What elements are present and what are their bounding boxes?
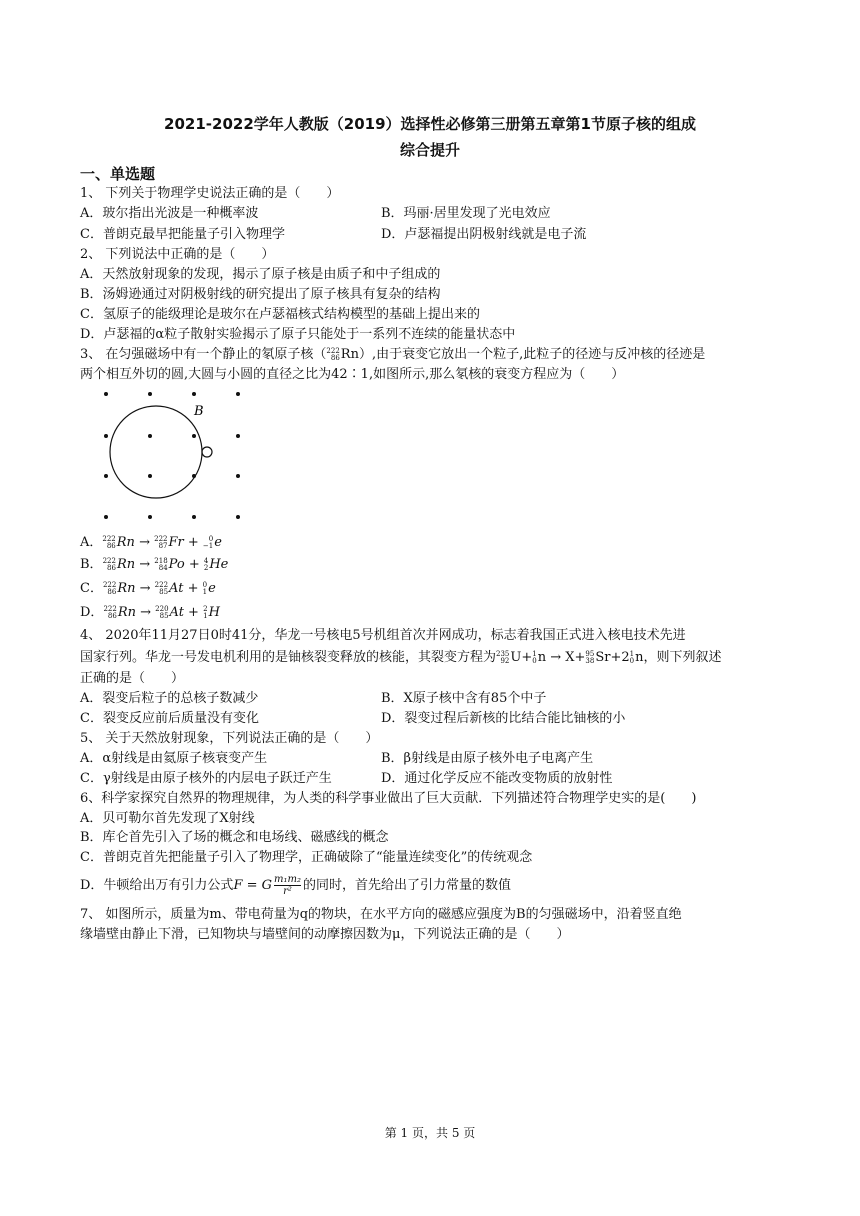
small-track-circle bbox=[202, 447, 212, 457]
field-dot bbox=[192, 392, 196, 396]
q2-option-d: D．卢瑟福的α粒子散射实验揭示了原子只能处于一系列不连续的能量状态中 bbox=[80, 327, 516, 342]
q3-option-c: C． 222 86 Rn → 222 85 At + 0 1 e bbox=[80, 580, 216, 596]
title-line-1: 2021-2022学年人教版（2019）选择性必修第三册第五章第1节原子核的组成 bbox=[164, 115, 696, 133]
section-heading: 一、单选题 bbox=[80, 165, 156, 183]
field-dot bbox=[236, 515, 240, 519]
q3-equation-a: 222 86 Rn → 222 87 Fr + 0 −1 e bbox=[102, 534, 222, 550]
q1-option-c: C．普朗克最早把能量子引入物理学 bbox=[80, 227, 285, 242]
field-dot bbox=[104, 434, 108, 438]
field-dot bbox=[236, 392, 240, 396]
field-dot bbox=[148, 515, 152, 519]
q2-stem: 2、 下列说法中正确的是（ ） bbox=[80, 247, 275, 262]
q5-stem: 5、 关于天然放射现象，下列说法正确的是（ ） bbox=[80, 731, 379, 746]
q4-option-c: C．裂变反应前后质量没有变化 bbox=[80, 711, 259, 726]
q3-equation-b: 222 86 Rn → 218 84 Po + 4 2 He bbox=[102, 556, 229, 572]
field-dots bbox=[104, 392, 240, 519]
q4-option-b: B．X原子核中含有85个中子 bbox=[381, 691, 547, 706]
q6-option-b: B．库仑首先引入了场的概念和电场线、磁感线的概念 bbox=[80, 830, 389, 845]
field-dot bbox=[148, 474, 152, 478]
q4-stem-line-2: 国家行列。华龙一号发电机利用的是铀核裂变释放的核能，其裂变方程为 235 92 U+ 1 0 n → X+ 95 38 Sr+2 1 0 n，则下列叙述 bbox=[80, 649, 722, 665]
q7-line-2: 缘墙壁由静止下滑，已知物块与墙壁间的动摩擦因数为μ，下列说法正确的是（ ） bbox=[80, 927, 570, 942]
q2-option-b: B．汤姆逊通过对阴极射线的研究提出了原子核具有复杂的结构 bbox=[80, 287, 441, 302]
field-dot bbox=[148, 392, 152, 396]
field-dot bbox=[236, 474, 240, 478]
field-dot bbox=[192, 434, 196, 438]
q1-option-d: D．卢瑟福提出阴极射线就是电子流 bbox=[381, 227, 587, 242]
gravitation-formula: F = G $\frac{\text{m₁m₂}}{\text{r²}}$ bbox=[233, 874, 301, 897]
q3-option-b: B． 222 86 Rn → 218 84 Po + 4 2 He bbox=[80, 556, 229, 572]
q1-option-a: A．玻尔指出光波是一种概率波 bbox=[80, 206, 259, 221]
q3-option-a: A． 222 86 Rn → 222 87 Fr + 0 −1 e bbox=[80, 534, 222, 550]
page-footer: 第 1 页，共 5 页 bbox=[384, 1126, 476, 1140]
q1-stem: 1、 下列关于物理学史说法正确的是（ ） bbox=[80, 186, 340, 201]
q3-stem-a: 3、 在匀强磁场中有一个静止的氡原子核（ bbox=[80, 347, 327, 362]
q6-option-a: A．贝可勒尔首先发现了X射线 bbox=[80, 811, 255, 826]
q5-option-c: C．γ射线是由原子核外的内层电子跃迁产生 bbox=[80, 771, 332, 786]
q3-equation-d: 222 86 Rn → 220 85 At + 2 1 H bbox=[103, 604, 220, 620]
field-dot bbox=[104, 392, 108, 396]
q3-option-d: D． 222 86 Rn → 220 85 At + 2 1 H bbox=[80, 604, 220, 620]
magnetic-field-figure bbox=[96, 386, 246, 526]
q7-line-1: 7、 如图所示，质量为m、带电荷量为q的物块，在水平方向的磁感应强度为B的匀强磁场中，沿着竖直绝 bbox=[80, 907, 682, 922]
q3-stem-line-1 bbox=[80, 346, 705, 364]
q3-stem-b: Rn）,由于衰变它放出一个粒子,此粒子的径迹与反冲核的径迹是 bbox=[340, 347, 706, 362]
q3-stem-line-2: 两个相互外切的圆,大圆与小圆的直径之比为42∶1,如图所示,那么氡核的衰变方程应为（ ） bbox=[80, 367, 625, 382]
q2-option-c: C．氢原子的能级理论是玻尔在卢瑟福核式结构模型的基础上提出来的 bbox=[80, 307, 480, 322]
q6-option-c: C．普朗克首先把能量子引入了物理学，正确破除了“能量连续变化”的传统观念 bbox=[80, 850, 533, 865]
title-line-2: 综合提升 bbox=[399, 141, 460, 159]
field-dot bbox=[148, 434, 152, 438]
q2-option-a: A．天然放射现象的发现，揭示了原子核是由质子和中子组成的 bbox=[80, 267, 441, 282]
q6-stem: 6、科学家探究自然界的物理规律，为人类的科学事业做出了巨大贡献．下列描述符合物理学史实的是( ) bbox=[80, 791, 697, 806]
q5-option-b: B．β射线是由原子核外电子电离产生 bbox=[381, 751, 594, 766]
q4-stem-line-1: 4、 2020年11月27日0时41分，华龙一号核电5号机组首次并网成功，标志着我国正式进入核电技术先进 bbox=[80, 628, 686, 643]
q4-option-a: A．裂变后粒子的总核子数减少 bbox=[80, 691, 259, 706]
field-dot bbox=[236, 434, 240, 438]
q4-stem-line-3: 正确的是（ ） bbox=[80, 671, 185, 686]
q5-option-a: A．α射线是由氦原子核衰变产生 bbox=[80, 751, 268, 766]
q5-option-d: D．通过化学反应不能改变物质的放射性 bbox=[381, 771, 613, 786]
q6-option-d: D．牛顿给出万有引力公式F = G $\frac{\text{m₁m₂}}{\text{r²}}$ 的同时，首先给出了引力常量的数值 bbox=[80, 874, 511, 897]
field-dot bbox=[104, 474, 108, 478]
large-track-circle bbox=[110, 406, 202, 498]
field-dot bbox=[104, 515, 108, 519]
field-label-b: B bbox=[194, 404, 204, 419]
rn-nuclide-index: 222 86 bbox=[326, 346, 340, 362]
q1-option-b: B．玛丽·居里发现了光电效应 bbox=[381, 206, 551, 221]
q4-option-d: D．裂变过程后新核的比结合能比铀核的小 bbox=[381, 711, 626, 726]
field-dot bbox=[192, 515, 196, 519]
q3-equation-c: 222 86 Rn → 222 85 At + 0 1 e bbox=[102, 580, 216, 596]
